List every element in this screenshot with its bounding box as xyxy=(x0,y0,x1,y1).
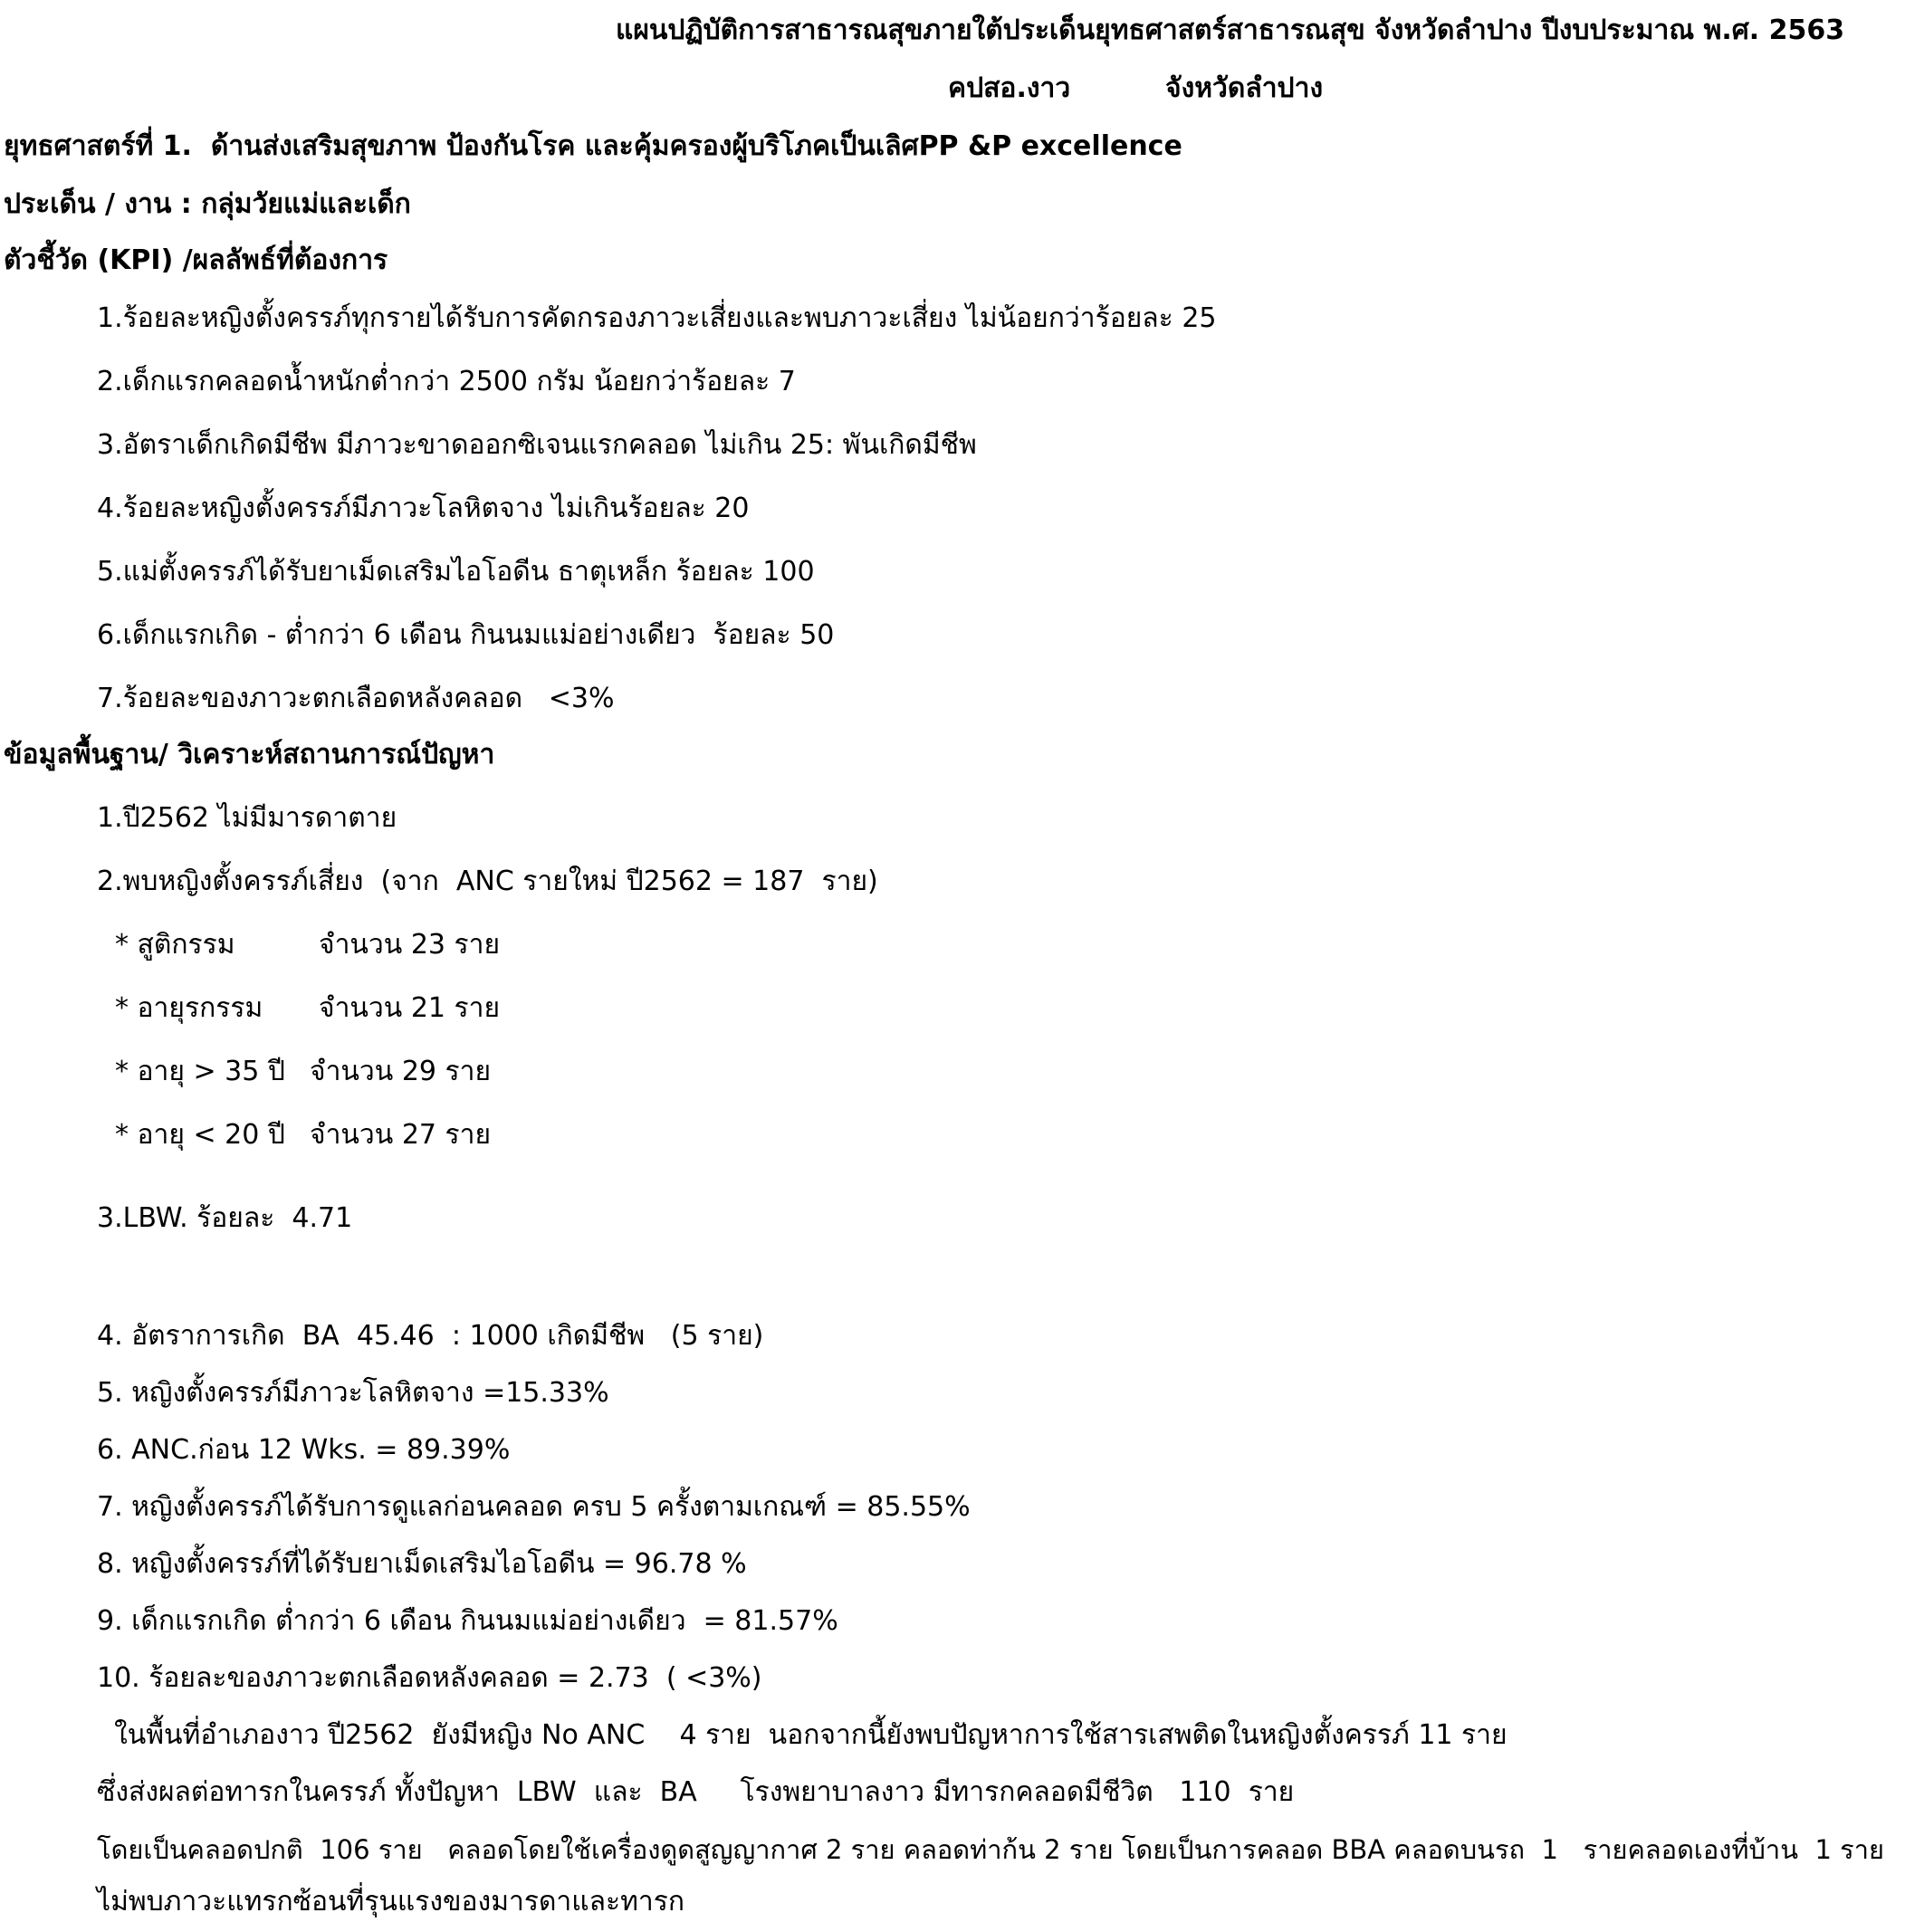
risk-count: จำนวน 27 ราย xyxy=(310,1119,492,1151)
kpi-item: 5.แม่ตั้งครรภ์ได้รับยาเม็ดเสริมไอโอดีน ธาตุเหล็ก ร้อยละ 100 xyxy=(97,556,815,588)
risk-label: * อายุ < 20 ปี xyxy=(115,1119,285,1151)
baseline-heading: ข้อมูลพื้นฐาน/ วิเคราะห์สถานการณ์ปัญหา xyxy=(4,739,495,770)
baseline-item: 2.พบหญิงตั้งครรภ์เสี่ยง (จาก ANC รายใหม่ ปี2562 = 187 ราย) xyxy=(97,866,878,897)
situation-paragraph-line: ในพื้นที่อำเภองาว ปี2562 ยังมีหญิง No ANC 4 ราย นอกจากนี้ยังพบปัญหาการใช้สารเสพติดในหญิงตั้งครรภ์ 11 ราย xyxy=(97,1719,1508,1751)
kpi-item: 1.ร้อยละหญิงตั้งครรภ์ทุกรายได้รับการคัดกรองภาวะเสี่ยงและพบภาวะเสี่ยง ไม่น้อยกว่าร้อยละ 25 xyxy=(97,302,1217,334)
baseline-item: 3.LBW. ร้อยละ 4.71 xyxy=(97,1202,353,1234)
baseline-item: 8. หญิงตั้งครรภ์ที่ได้รับยาเม็ดเสริมไอโอดีน = 96.78 % xyxy=(97,1548,747,1580)
strategy-heading: ยุทธศาสตร์ที่ 1. ด้านส่งเสริมสุขภาพ ป้องกันโรค และคุ้มครองผู้บริโภคเป็นเลิศPP &P excellence xyxy=(4,130,1182,162)
kpi-heading: ตัวชี้วัด (KPI) /ผลลัพธ์ที่ต้องการ xyxy=(4,244,388,276)
kpi-item: 6.เด็กแรกเกิด - ต่ำกว่า 6 เดือน กินนมแม่อย่างเดียว ร้อยละ 50 xyxy=(97,619,835,651)
issue-heading: ประเด็น / งาน : กลุ่มวัยแม่และเด็ก xyxy=(4,188,411,220)
situation-paragraph-line: ไม่พบภาวะแทรกซ้อนที่รุนแรงของมารดาและทารก xyxy=(97,1886,684,1918)
risk-count: จำนวน 21 ราย xyxy=(319,992,501,1024)
kpi-item: 3.อัตราเด็กเกิดมีชีพ มีภาวะขาดออกซิเจนแรกคลอด ไม่เกิน 25: พันเกิดมีชีพ xyxy=(97,429,977,461)
baseline-item: 7. หญิงตั้งครรภ์ได้รับการดูแลก่อนคลอด ครบ 5 ครั้งตามเกณฑ์ = 85.55% xyxy=(97,1491,971,1523)
kpi-item: 7.ร้อยละของภาวะตกเลือดหลังคลอด <3% xyxy=(97,683,615,714)
risk-label: * อายุรกรรม xyxy=(115,992,263,1024)
risk-label: * อายุ > 35 ปี xyxy=(115,1056,285,1087)
baseline-item: 5. หญิงตั้งครรภ์มีภาวะโลหิตจาง =15.33% xyxy=(97,1377,609,1409)
baseline-item: 1.ปี2562 ไม่มีมารดาตาย xyxy=(97,802,397,834)
situation-paragraph-line: โดยเป็นคลอดปกติ 106 ราย คลอดโดยใช้เครื่องดูดสูญญากาศ 2 ราย คลอดท่าก้น 2 ราย โดยเป็นการคลอด BBA คลอดบนรถ 1 รายคลอดเองที่บ้าน 1 ราย xyxy=(97,1834,1884,1865)
baseline-item: 6. ANC.ก่อน 12 Wks. = 89.39% xyxy=(97,1434,511,1466)
situation-paragraph-line: ซึ่งส่งผลต่อทารกในครรภ์ ทั้งปัญหา LBW และ BA โรงพยาบาลงาว มีทารกคลอดมีชีวิต 110 ราย xyxy=(97,1776,1295,1808)
kpi-item: 2.เด็กแรกคลอดน้ำหนักต่ำกว่า 2500 กรัม น้อยกว่าร้อยละ 7 xyxy=(97,366,796,397)
province-name: จังหวัดลำปาง xyxy=(1165,72,1324,104)
kpi-item: 4.ร้อยละหญิงตั้งครรภ์มีภาวะโลหิตจาง ไม่เกินร้อยละ 20 xyxy=(97,493,750,524)
risk-label: * สูติกรรม xyxy=(115,929,235,961)
document-title: แผนปฏิบัติการสาธารณสุขภายใต้ประเด็นยุทธศาสตร์สาธารณสุข จังหวัดลำปาง ปีงบประมาณ พ.ศ. 2563 xyxy=(616,14,1845,46)
baseline-item: 4. อัตราการเกิด BA 45.46 : 1000 เกิดมีชีพ (5 ราย) xyxy=(97,1320,764,1352)
baseline-item: 10. ร้อยละของภาวะตกเลือดหลังคลอด = 2.73 ( <3%) xyxy=(97,1662,762,1694)
baseline-item: 9. เด็กแรกเกิด ต่ำกว่า 6 เดือน กินนมแม่อย่างเดียว = 81.57% xyxy=(97,1605,838,1637)
risk-count: จำนวน 29 ราย xyxy=(310,1056,492,1087)
org-name: คปสอ.งาว xyxy=(948,72,1071,104)
risk-count: จำนวน 23 ราย xyxy=(319,929,501,961)
